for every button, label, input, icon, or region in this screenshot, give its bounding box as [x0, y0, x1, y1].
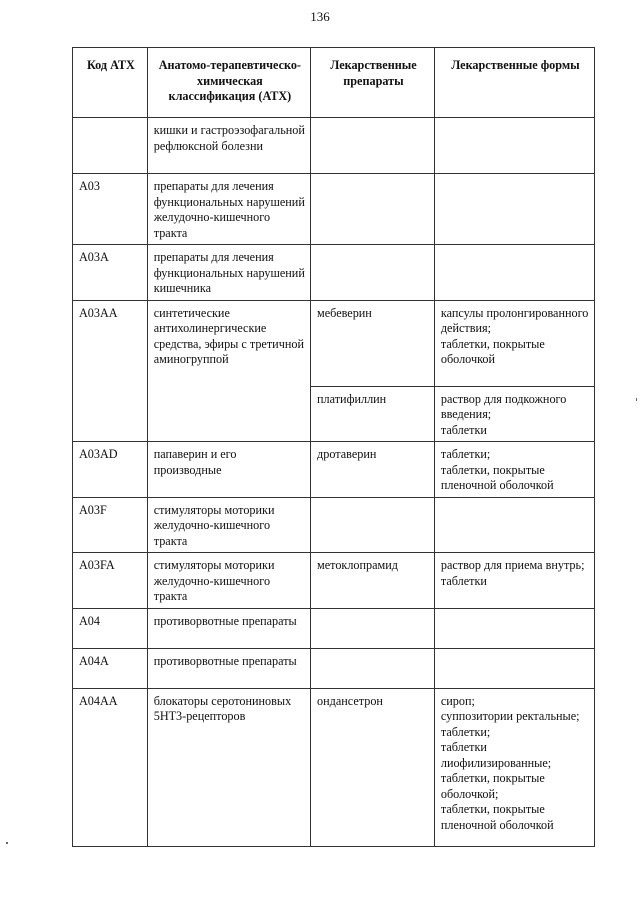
cell-drug	[311, 497, 435, 553]
cell-code: A04	[73, 608, 148, 648]
header-atc-classification: Анатомо-терапевтическо-химическая классификация (АТХ)	[147, 48, 310, 118]
page-number: 136	[310, 9, 330, 24]
cell-drug	[311, 608, 435, 648]
scan-mark	[636, 398, 637, 401]
cell-code: A03FA	[73, 553, 148, 609]
dosage-form: капсулы пролонгированного действия;	[440, 305, 589, 335]
dosage-form: таблетки	[440, 573, 487, 588]
dosage-form: таблетки, покрытые пленочной оболочкой	[440, 462, 554, 492]
scan-mark	[6, 842, 8, 844]
table-row	[73, 118, 595, 174]
cell-forms	[434, 245, 594, 301]
dosage-form: таблетки, покрытые оболочкой	[440, 336, 545, 366]
cell-drug	[311, 245, 435, 301]
cell-class: блокаторы серотониновых 5HT3-рецепторов	[147, 688, 310, 846]
dosage-form: сироп;	[440, 693, 475, 708]
dosage-form: суппозитории ректальные;	[440, 709, 580, 723]
cell-forms	[434, 688, 594, 846]
cell-forms	[434, 300, 594, 386]
cell-forms	[434, 174, 594, 245]
medicines-table	[72, 47, 595, 847]
cell-drug: метоклопрамид	[311, 553, 435, 609]
header-atc-code: Код АТХ	[73, 48, 148, 118]
cell-class: противорвотные препараты	[147, 648, 310, 688]
cell-class: препараты для лечения функциональных нарушений кишечника	[147, 245, 310, 301]
cell-drug: мебеверин	[311, 300, 435, 386]
header-dosage-forms: Лекарственные формы	[434, 48, 594, 118]
dosage-form: таблетки;	[440, 724, 491, 739]
table-row	[73, 300, 595, 386]
cell-class: кишки и гастроэзофагальной рефлюксной болезни	[147, 118, 310, 174]
cell-code: A04A	[73, 648, 148, 688]
table-row	[73, 553, 595, 609]
dosage-form: таблетки	[440, 422, 487, 437]
dosage-form: раствор для приема внутрь;	[440, 558, 585, 572]
cell-code: A03A	[73, 245, 148, 301]
cell-code: A04AA	[73, 688, 148, 846]
table-row	[73, 245, 595, 301]
table-row	[73, 174, 595, 245]
cell-drug	[311, 118, 435, 174]
table-row	[73, 688, 595, 846]
dosage-form: таблетки, покрытые пленочной оболочкой	[440, 802, 554, 832]
cell-class: противорвотные препараты	[147, 608, 310, 648]
table-row	[73, 442, 595, 498]
cell-class: препараты для лечения функциональных нарушений желудочно-кишечного тракта	[147, 174, 310, 245]
dosage-form: таблетки;	[440, 447, 491, 461]
cell-code	[73, 118, 148, 174]
cell-forms	[434, 386, 594, 442]
cell-drug: платифиллин	[311, 386, 435, 442]
cell-drug	[311, 174, 435, 245]
cell-code: A03AD	[73, 442, 148, 498]
cell-class: стимуляторы моторики желудочно-кишечного тракта	[147, 497, 310, 553]
cell-forms	[434, 608, 594, 648]
dosage-form: таблетки лиофилизированные;	[440, 740, 552, 770]
table-row	[73, 608, 595, 648]
cell-code: A03F	[73, 497, 148, 553]
cell-drug	[311, 648, 435, 688]
cell-forms	[434, 497, 594, 553]
table-header-row	[73, 48, 595, 118]
cell-code: A03AA	[73, 300, 148, 442]
cell-code: A03	[73, 174, 148, 245]
cell-forms	[434, 442, 594, 498]
cell-forms	[434, 553, 594, 609]
cell-drug: дротаверин	[311, 442, 435, 498]
cell-class: стимуляторы моторики желудочно-кишечного тракта	[147, 553, 310, 609]
table-row	[73, 497, 595, 553]
dosage-form: таблетки, покрытые оболочкой;	[440, 771, 545, 801]
header-drugs: Лекарственные препараты	[311, 48, 435, 118]
table-row	[73, 648, 595, 688]
cell-class: папаверин и его производные	[147, 442, 310, 498]
cell-forms	[434, 648, 594, 688]
cell-forms	[434, 118, 594, 174]
cell-class: синтетические антихолинергические средства, эфиры с третичной аминогруппой	[147, 300, 310, 442]
dosage-form: раствор для подкожного введения;	[440, 391, 567, 421]
cell-drug: ондансетрон	[311, 688, 435, 846]
